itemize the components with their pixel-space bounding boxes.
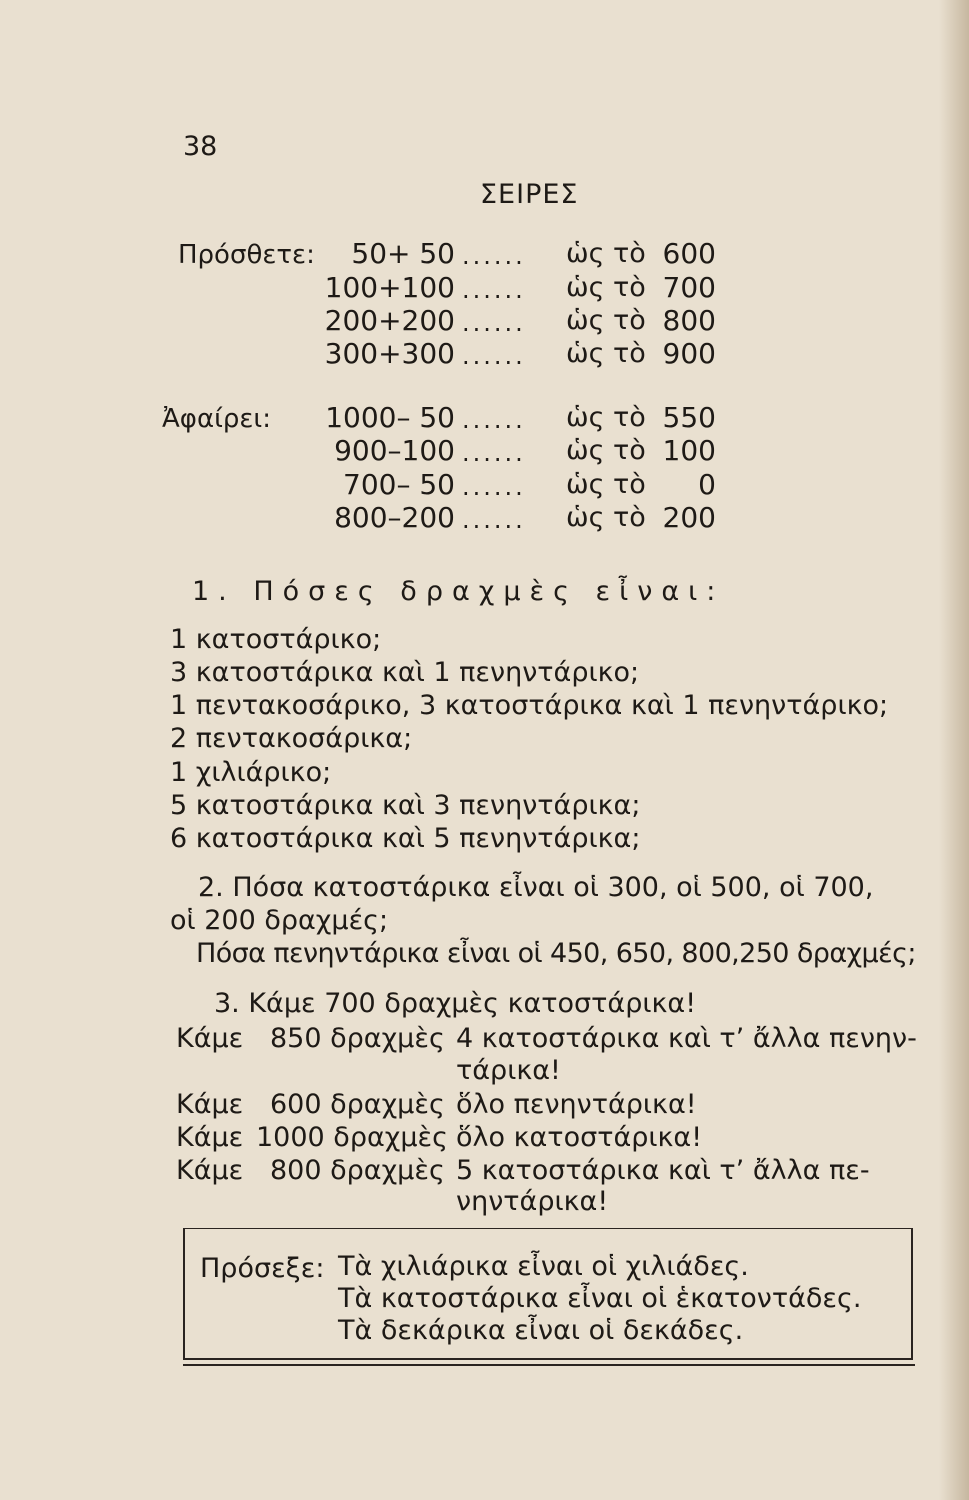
add-value-4: 900	[662, 337, 716, 370]
add-value-3: 800	[662, 304, 716, 337]
exercise-1-item-6: 5 κατοστάρικα καὶ 3 πενηντάρικα;	[170, 790, 641, 821]
add-to-3: ὡς τὸ	[566, 305, 646, 336]
sub-dots-3: ......	[462, 473, 526, 501]
exercise-3-verb-4: Κάμε	[176, 1155, 244, 1186]
page-title: ΣΕΙΡΕΣ	[480, 179, 579, 210]
sub-value-3: 0	[698, 468, 716, 501]
exercise-1-heading: 1. Πόσες δραχμὲς εἶναι:	[192, 576, 725, 607]
exercise-3-amount-4: 800 δραχμὲς	[270, 1155, 445, 1186]
sub-to-1: ὡς τὸ	[566, 402, 646, 433]
add-dots-1: ......	[462, 242, 526, 270]
exercise-3-cont-1: τάρικα!	[456, 1055, 561, 1086]
exercise-3-text-2: ὅλο πενηντάρικα!	[456, 1089, 697, 1120]
note-box-rule	[183, 1364, 915, 1366]
add-expr-4: 300+300	[324, 337, 455, 370]
page-number: 38	[183, 131, 218, 162]
page-edge-shadow	[939, 0, 969, 1500]
add-to-4: ὡς τὸ	[566, 338, 646, 369]
exercise-3-amount-3: 1000 δραχμὲς	[256, 1122, 448, 1153]
add-value-2: 700	[662, 271, 716, 304]
exercise-1-item-5: 1 χιλιάρικο;	[170, 757, 332, 788]
add-expr-1: 50+ 50	[351, 237, 455, 270]
note-label: Πρόσεξε:	[200, 1253, 325, 1284]
sub-to-4: ὡς τὸ	[566, 502, 646, 533]
exercise-3-text-1: 4 κατοστάρικα καὶ τ’ ἄλλα πενην-	[456, 1023, 917, 1054]
add-expr-2: 100+100	[324, 271, 455, 304]
sub-to-2: ὡς τὸ	[566, 435, 646, 466]
sub-expr-1: 1000– 50	[325, 401, 455, 434]
exercise-3-text-4: 5 κατοστάρικα καὶ τ’ ἄλλα πε-	[456, 1155, 870, 1186]
exercise-3-verb-3: Κάμε	[176, 1122, 244, 1153]
add-to-2: ὡς τὸ	[566, 272, 646, 303]
exercise-3-cont-4: νηντάρικα!	[456, 1186, 609, 1217]
exercise-1-item-1: 1 κατοστάρικο;	[170, 624, 382, 655]
exercise-1-item-4: 2 πεντακοσάρικα;	[170, 723, 413, 754]
sub-dots-1: ......	[462, 406, 526, 434]
sub-to-3: ὡς τὸ	[566, 469, 646, 500]
exercise-3-amount-2: 600 δραχμὲς	[270, 1089, 445, 1120]
sub-expr-2: 900–100	[334, 434, 455, 467]
exercise-3-amount-1: 850 δραχμὲς	[270, 1023, 445, 1054]
sub-dots-4: ......	[462, 506, 526, 534]
sub-expr-3: 700– 50	[343, 468, 455, 501]
exercise-2-line-3: Πόσα πενηντάρικα εἶναι οἱ 450, 650, 800,250 δραχμές;	[196, 938, 916, 969]
sub-expr-4: 800–200	[334, 501, 455, 534]
subtract-label: Ἀφαίρει:	[162, 404, 271, 434]
sub-dots-2: ......	[462, 439, 526, 467]
exercise-3-verb-2: Κάμε	[176, 1089, 244, 1120]
add-dots-4: ......	[462, 342, 526, 370]
exercise-1-item-2: 3 κατοστάρικα καὶ 1 πενηντάρικο;	[170, 657, 640, 688]
add-label: Πρόσθετε:	[178, 240, 315, 270]
exercise-1-item-7: 6 κατοστάρικα καὶ 5 πενηντάρικα;	[170, 823, 641, 854]
add-to-1: ὡς τὸ	[566, 238, 646, 269]
sub-value-4: 200	[662, 501, 716, 534]
exercise-3-verb-1: Κάμε	[176, 1023, 244, 1054]
note-line-1: Τὰ χιλιάρικα εἶναι οἱ χιλιάδες.	[338, 1251, 749, 1282]
add-expr-3: 200+200	[324, 304, 455, 337]
exercise-3-text-3: ὅλο κατοστάρικα!	[456, 1122, 703, 1153]
exercise-1-item-3: 1 πεντακοσάρικο, 3 κατοστάρικα καὶ 1 πενηντάρικο;	[170, 690, 889, 721]
exercise-2-line-1: 2. Πόσα κατοστάρικα εἶναι οἱ 300, οἱ 500, οἱ 700,	[198, 872, 874, 903]
sub-value-1: 550	[662, 401, 716, 434]
sub-value-2: 100	[662, 434, 716, 467]
exercise-3-line-1: 3. Κάμε 700 δραχμὲς κατοστάρικα!	[214, 988, 697, 1019]
exercise-2-line-2: οἱ 200 δραχμές;	[170, 905, 389, 936]
add-dots-2: ......	[462, 276, 526, 304]
add-dots-3: ......	[462, 309, 526, 337]
note-line-2: Τὰ κατοστάρικα εἶναι οἱ ἑκατοντάδες.	[338, 1283, 862, 1314]
add-value-1: 600	[662, 237, 716, 270]
note-line-3: Τὰ δεκάρικα εἶναι οἱ δεκάδες.	[338, 1315, 744, 1346]
